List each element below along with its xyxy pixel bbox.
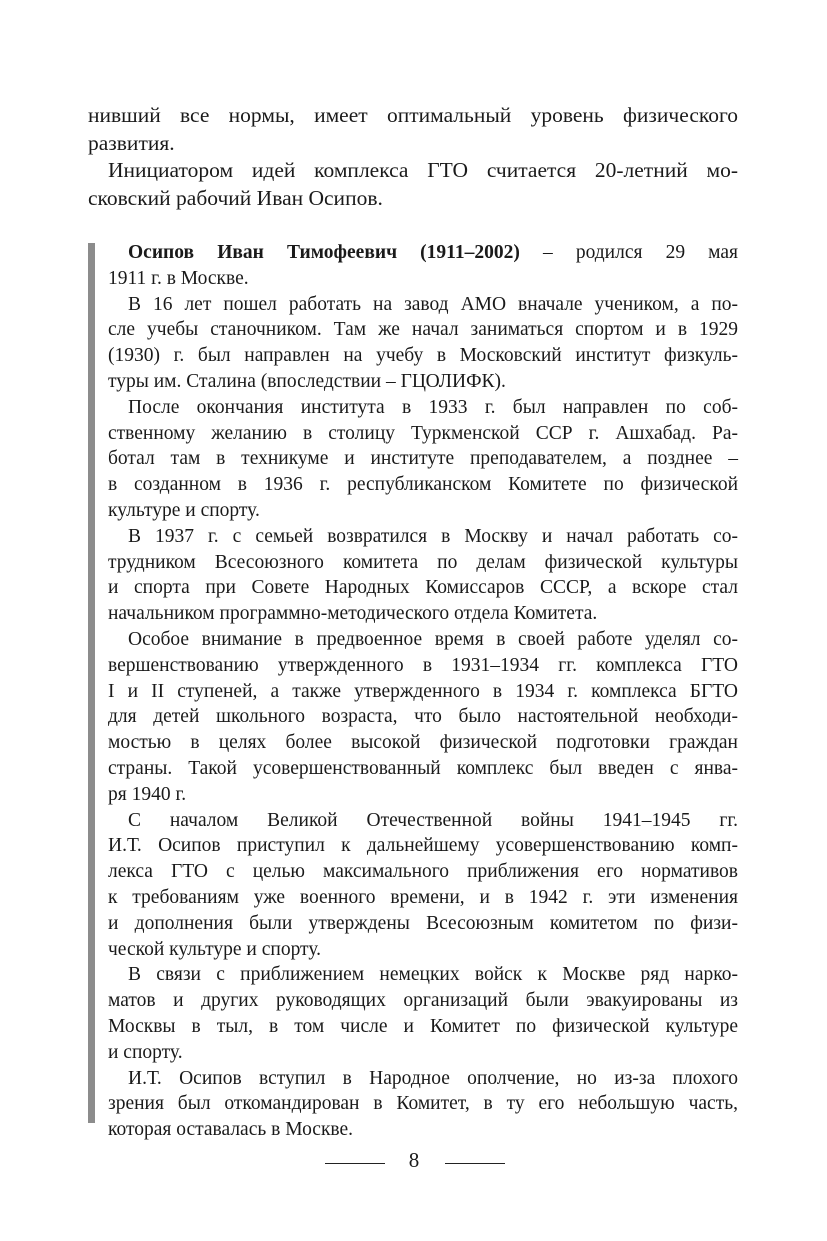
text-line: И.Т. Осипов приступил к дальнейшему усовершенствованию комп- <box>108 835 738 857</box>
text-line: В 1937 г. с семьей возвратился в Москву и начал работать со- <box>128 525 738 547</box>
footer-rule-left <box>325 1163 385 1164</box>
text-line: В связи с приближением немецких войск к Москве ряд нарко- <box>128 964 738 986</box>
person-name: Осипов Иван Тимофеевич (1911–2002) <box>128 242 520 263</box>
text-line: ботал там в техникуме и институте преподавателем, а позднее – <box>108 448 738 470</box>
text-line: начальником программно-методического отдела Комитета. <box>108 603 598 625</box>
text-line: вершенствованию утвержденного в 1931–1934 гг. комплекса ГТО <box>108 654 738 676</box>
intro-text <box>88 102 738 213</box>
text-line: (1930) г. был направлен на учебу в Московский институт физкуль- <box>108 345 738 367</box>
text-line: матов и других руководящих организаций были эвакуированы из <box>108 990 738 1012</box>
biography-sidebar <box>88 242 739 1141</box>
text-line: мостью в целях более высокой физической подготовки граждан <box>108 732 738 754</box>
text-line: трудником Всесоюзного комитета по делам физической культуры <box>108 551 738 573</box>
text-line: развития. <box>88 130 175 155</box>
text-line: страны. Такой усовершенствованный комплекс был введен с янва- <box>108 757 738 779</box>
sidebar-accent-bar <box>88 243 95 1123</box>
text-line: нивший все нормы, имеет оптимальный уровень физического <box>88 103 738 127</box>
text-line: И.Т. Осипов вступил в Народное ополчение, но из-за плохого <box>128 1067 738 1089</box>
text-line: культуре и спорту. <box>108 499 260 521</box>
text-line: сле учебы станочником. Там же начал заниматься спортом и в 1929 <box>108 319 738 341</box>
text-line: ческой культуре и спорту. <box>108 938 321 960</box>
sidebar-first-line <box>108 240 738 266</box>
text-line: туры им. Сталина (впоследствии – ГЦОЛИФК). <box>108 370 506 392</box>
text-line: Москвы в тыл, в том числе и Комитет по физической культуре <box>108 1015 738 1037</box>
first-line-rest: – родился 29 мая <box>519 242 739 263</box>
text-line: и спорта при Совете Народных Комиссаров СССР, а вскоре стал <box>108 577 738 599</box>
text-line: сковский рабочий Иван Осипов. <box>88 186 383 211</box>
text-line: С началом Великой Отечественной войны 1941–1945 гг. <box>128 809 738 831</box>
text-line: Инициатором идей комплекса ГТО считается 20-летний мо- <box>108 158 738 183</box>
text-line: и спорту. <box>108 1041 183 1063</box>
sidebar-text <box>108 240 738 1143</box>
text-line: ственному желанию в столицу Туркменской ССР г. Ашхабад. Ра- <box>108 422 738 444</box>
text-line: которая оставалась в Москве. <box>108 1119 354 1141</box>
text-line: зрения был откомандирован в Комитет, в ту его небольшую часть, <box>108 1093 738 1115</box>
text-line: и дополнения были утверждены Всесоюзным комитетом по физи- <box>108 912 738 934</box>
page-footer <box>0 1148 827 1178</box>
text-line: ря 1940 г. <box>108 783 187 805</box>
footer-rule-right <box>445 1163 505 1164</box>
text-line: Особое внимание в предвоенное время в своей работе уделял со- <box>128 628 738 650</box>
text-line: 1911 г. в Москве. <box>108 267 249 289</box>
text-line: В 16 лет пошел работать на завод АМО вначале учеником, а по- <box>128 293 738 315</box>
text-line: к требованиям уже военного времени, и в 1942 г. эти изменения <box>108 886 738 908</box>
text-line: лекса ГТО с целью максимального приближения его нормативов <box>108 861 738 883</box>
text-line: I и II ступеней, а также утвержденного в 1934 г. комплекса БГТО <box>108 680 738 702</box>
text-line: в созданном в 1936 г. республиканском Комитете по физической <box>108 474 738 496</box>
text-line: После окончания института в 1933 г. был направлен по соб- <box>128 396 738 418</box>
text-line: для детей школьного возраста, что было настоятельной необходи- <box>108 706 738 728</box>
page-number: 8 <box>408 1148 420 1172</box>
